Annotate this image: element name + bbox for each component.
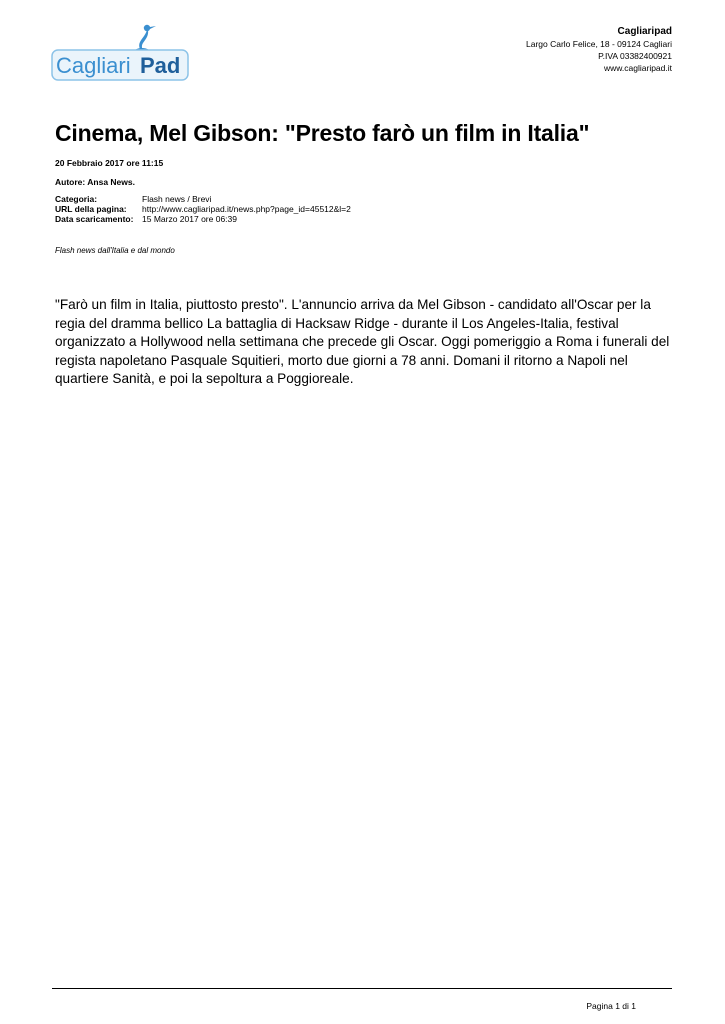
article-author: Autore: Ansa News.: [55, 177, 135, 187]
article-title: Cinema, Mel Gibson: "Presto farò un film in Italia": [55, 120, 590, 146]
download-label: Data scaricamento:: [55, 214, 134, 224]
logo-text-pad: Pad: [140, 53, 181, 78]
article-date: 20 Febbraio 2017 ore 11:15: [55, 158, 164, 168]
company-name: Cagliaripad: [617, 26, 672, 37]
article-body: "Farò un film in Italia, piuttosto presto". L'annuncio arriva da Mel Gibson - candidato all'Oscar per la regia del dramma bellico La battaglia di Hacksaw Ridge - durante il Los Angeles-Italia, festival organizzato a Hollywood nella settimana che precede gli Oscar. Oggi pomeriggio a Roma i funerali del regista napoletano Pasquale Squitieri, morto due giorni a 78 anni. Domani il ritorno a Napoli nel quartiere Sanità, e poi la sepoltura a Poggioreale.: [55, 297, 670, 386]
cagliaripad-logo: [50, 22, 192, 84]
article-meta: [55, 194, 351, 224]
download-value: 15 Marzo 2017 ore 06:39: [142, 214, 237, 224]
meta-row-category: [55, 194, 351, 204]
logo-text-cagliari: Cagliari: [56, 53, 131, 78]
footer-divider: [52, 988, 672, 989]
category-label: Categoria:: [55, 194, 98, 204]
company-info: [526, 26, 672, 74]
url-label: URL della pagina:: [55, 204, 127, 214]
url-value[interactable]: http://www.cagliaripad.it/news.php?page_id=45512&l=2: [142, 204, 351, 214]
category-value: Flash news / Brevi: [142, 194, 212, 204]
company-website[interactable]: www.cagliaripad.it: [603, 63, 672, 73]
meta-row-url: [55, 204, 351, 214]
meta-row-download: [55, 214, 351, 224]
article-tagline: Flash news dall'Italia e dal mondo: [55, 246, 175, 255]
company-address: Largo Carlo Felice, 18 - 09124 Cagliari: [526, 39, 672, 49]
company-vat: P.IVA 03382400921: [598, 51, 672, 61]
page-number: Pagina 1 di 1: [586, 1001, 636, 1011]
